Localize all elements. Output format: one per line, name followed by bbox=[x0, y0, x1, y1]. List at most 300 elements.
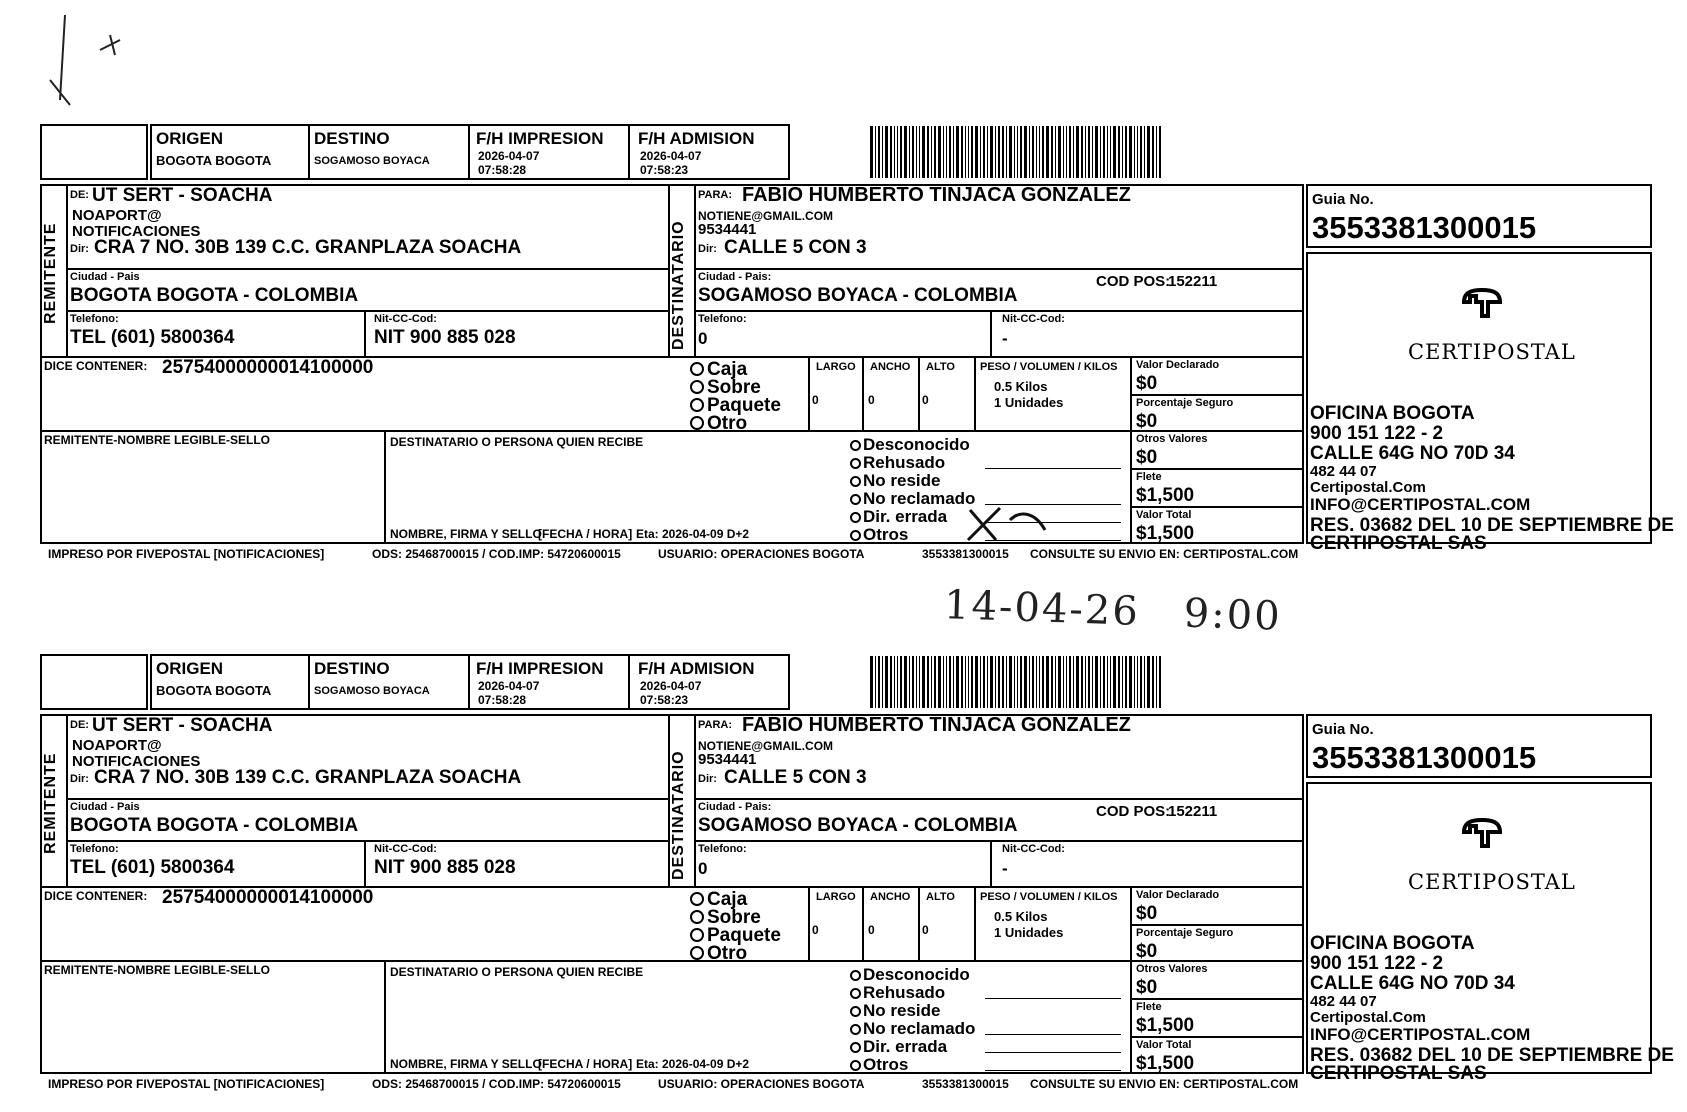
remitente-telefono-label: Telefono: bbox=[70, 313, 119, 325]
barcode-bar bbox=[983, 656, 985, 708]
barcode-bar bbox=[931, 126, 932, 178]
barcode-bar bbox=[987, 126, 988, 178]
motivo-dir-errada[interactable]: Dir. errada bbox=[850, 508, 947, 525]
eta-label: Eta: 2026-04-09 D+2 bbox=[636, 527, 750, 541]
barcode-bar bbox=[875, 126, 876, 178]
barcode-bar bbox=[912, 656, 914, 708]
destinatario-para-label: PARA: bbox=[698, 189, 733, 201]
motivo-desconocido[interactable]: Desconocido bbox=[850, 436, 970, 453]
barcode-bar bbox=[882, 656, 883, 708]
destinatario-dir-label: Dir: bbox=[698, 773, 717, 785]
oficina-nit: 900 151 122 - 2 bbox=[1310, 953, 1444, 974]
barcode-bar bbox=[949, 126, 951, 178]
barcode-bar bbox=[943, 656, 944, 708]
barcode-bar bbox=[1066, 656, 1067, 708]
otros-valores-label: Otros Valores bbox=[1136, 963, 1208, 975]
guia-box bbox=[1306, 714, 1652, 778]
barcode-bar bbox=[998, 656, 1000, 708]
barcode-bar bbox=[922, 126, 925, 178]
barcode-bar bbox=[1051, 656, 1053, 708]
barcode-bar bbox=[961, 126, 963, 178]
fh-admision-label: F/H ADMISION bbox=[638, 129, 755, 148]
fh-impresion-date: 2026-04-07 bbox=[478, 149, 540, 163]
flete-value: $1,500 bbox=[1136, 1015, 1195, 1036]
barcode-bar bbox=[1006, 656, 1007, 708]
destinatario-dir-value: CALLE 5 CON 3 bbox=[724, 237, 867, 258]
otros-valores-value: $0 bbox=[1136, 447, 1158, 468]
motivo-no-reside[interactable]: No reside bbox=[850, 1002, 940, 1019]
barcode-bar bbox=[1032, 126, 1034, 178]
motivo-dir-errada[interactable]: Dir. errada bbox=[850, 1038, 947, 1055]
valor-total-value: $1,500 bbox=[1136, 523, 1195, 544]
destino-cell bbox=[308, 654, 470, 710]
destinatario-telefono-label: Telefono: bbox=[698, 843, 747, 855]
barcode-bar bbox=[900, 126, 902, 178]
barcode-bar bbox=[1118, 126, 1120, 178]
handwritten-scribble-top bbox=[30, 10, 130, 110]
barcode-bar bbox=[931, 656, 932, 708]
origen-value: BOGOTA BOGOTA bbox=[156, 153, 272, 168]
porcentaje-seguro-label: Porcentaje Seguro bbox=[1136, 927, 1234, 939]
fh-admision-cell bbox=[628, 654, 790, 710]
remitente-nit-label: Nit-CC-Cod: bbox=[374, 843, 437, 855]
remitente-section-label: REMITENTE bbox=[42, 752, 59, 854]
option-caja[interactable]: Caja bbox=[690, 890, 747, 909]
barcode-bar bbox=[875, 656, 876, 708]
fh-admision-cell bbox=[628, 124, 790, 180]
origen-label: ORIGEN bbox=[156, 659, 224, 678]
barcode-bar bbox=[1147, 126, 1150, 178]
barcode-bar bbox=[1081, 656, 1083, 708]
destinatario-dir-label: Dir: bbox=[698, 243, 717, 255]
barcode-bar bbox=[900, 656, 902, 708]
oficina-res-line2: CERTIPOSTAL SAS bbox=[1310, 1063, 1487, 1084]
barcode-bar bbox=[1140, 126, 1142, 178]
barcode-bar bbox=[1113, 656, 1116, 708]
barcode-bar bbox=[1058, 656, 1061, 708]
barcode-bar bbox=[1069, 656, 1071, 708]
flete-label: Flete bbox=[1136, 471, 1162, 483]
remitente-ciudad-value: BOGOTA BOGOTA - COLOMBIA bbox=[70, 285, 359, 306]
option-paquete[interactable]: Paquete bbox=[690, 396, 781, 415]
barcode-bar bbox=[1006, 126, 1007, 178]
ancho-value: 0 bbox=[868, 923, 875, 937]
barcode bbox=[870, 126, 1450, 178]
destinatario-recibe-label: DESTINATARIO O PERSONA QUIEN RECIBE bbox=[390, 435, 644, 449]
barcode-bar bbox=[990, 126, 993, 178]
peso-unidades: 1 Unidades bbox=[994, 925, 1064, 940]
barcode-bar bbox=[1055, 126, 1056, 178]
barcode-bar bbox=[980, 656, 981, 708]
barcode-bar bbox=[1002, 656, 1004, 708]
option-otro[interactable]: Otro bbox=[690, 414, 747, 433]
footer-guia: 3553381300015 bbox=[922, 547, 1009, 561]
remitente-nit-label: Nit-CC-Cod: bbox=[374, 313, 437, 325]
barcode-bar bbox=[971, 656, 973, 708]
barcode-bar bbox=[916, 126, 917, 178]
barcode-bar bbox=[1110, 656, 1111, 708]
barcode-bar bbox=[922, 656, 925, 708]
barcode-bar bbox=[1017, 126, 1018, 178]
barcode-bar bbox=[1036, 656, 1037, 708]
oficina-res-line1: RES. 03682 DEL 10 DE SEPTIEMBRE DE bbox=[1310, 515, 1674, 536]
oficina-name: OFICINA BOGOTA bbox=[1310, 403, 1475, 424]
oficina-web: Certipostal.Com bbox=[1310, 1009, 1426, 1026]
porcentaje-seguro-label: Porcentaje Seguro bbox=[1136, 397, 1234, 409]
contenido-label: DICE CONTENER: bbox=[44, 359, 148, 373]
barcode-bar bbox=[904, 656, 907, 708]
barcode-bar bbox=[953, 656, 954, 708]
remitente-dir-value: CRA 7 NO. 30B 139 C.C. GRANPLAZA SOACHA bbox=[94, 767, 522, 788]
remitente-line2: NOAPORT@ bbox=[72, 737, 162, 754]
oficina-phone: 482 44 07 bbox=[1310, 463, 1377, 480]
valor-declarado-value: $0 bbox=[1136, 903, 1158, 924]
fh-impresion-time: 07:58:28 bbox=[478, 693, 527, 707]
remitente-ciudad-label: Ciudad - Pais bbox=[70, 271, 140, 283]
motivo-no-reclamado[interactable]: No reclamado bbox=[850, 490, 975, 507]
motivo-no-reside[interactable]: No reside bbox=[850, 472, 940, 489]
destinatario-para-value: FABIO HUMBERTO TINJACA GONZALEZ bbox=[742, 714, 1131, 736]
remitente-de-value: UT SERT - SOACHA bbox=[92, 715, 273, 736]
remitente-line3: NOTIFICACIONES bbox=[72, 223, 201, 240]
barcode-bar bbox=[909, 126, 910, 178]
flete-label: Flete bbox=[1136, 1001, 1162, 1013]
fh-admision-time: 07:58:23 bbox=[640, 163, 689, 177]
barcode-bar bbox=[946, 656, 947, 708]
barcode-bar bbox=[1063, 126, 1064, 178]
barcode-bar bbox=[1159, 126, 1161, 178]
barcode-bar bbox=[927, 656, 929, 708]
barcode-bar bbox=[961, 656, 963, 708]
alto-label: ALTO bbox=[926, 891, 955, 903]
barcode-bar bbox=[1085, 656, 1086, 708]
destinatario-recibe-label: DESTINATARIO O PERSONA QUIEN RECIBE bbox=[390, 965, 644, 979]
barcode-bar bbox=[1125, 126, 1127, 178]
shipping-label-copy bbox=[0, 654, 1687, 1112]
barcode-bar bbox=[1092, 126, 1093, 178]
destinatario-nit-label: Nit-CC-Cod: bbox=[1002, 843, 1065, 855]
barcode-bar bbox=[1152, 656, 1154, 708]
guia-number: 3553381300015 bbox=[1312, 210, 1537, 245]
valor-declarado-value: $0 bbox=[1136, 373, 1158, 394]
header-blank-cell bbox=[40, 124, 148, 180]
contenido-value: 25754000000014100000 bbox=[162, 887, 374, 908]
option-paquete[interactable]: Paquete bbox=[690, 926, 781, 945]
barcode-bar bbox=[919, 126, 920, 178]
certipostal-logo-text: CERTIPOSTAL bbox=[1408, 340, 1576, 364]
ancho-label: ANCHO bbox=[870, 891, 911, 903]
fecha-hora-label: [FECHA / HORA] bbox=[538, 527, 633, 541]
destinatario-phone-line: 9534441 bbox=[698, 221, 757, 238]
valor-declarado-label: Valor Declarado bbox=[1136, 359, 1220, 371]
guia-number: 3553381300015 bbox=[1312, 740, 1537, 775]
barcode-bar bbox=[1125, 656, 1127, 708]
destinatario-para-label: PARA: bbox=[698, 719, 733, 731]
oficina-res-line2: CERTIPOSTAL SAS bbox=[1310, 533, 1487, 554]
remitente-section-label: REMITENTE bbox=[42, 222, 59, 324]
destinatario-nit-label: Nit-CC-Cod: bbox=[1002, 313, 1065, 325]
fh-admision-label: F/H ADMISION bbox=[638, 659, 755, 678]
firma-label: NOMBRE, FIRMA Y SELLO bbox=[390, 527, 542, 541]
barcode-bar bbox=[965, 656, 966, 708]
largo-label: LARGO bbox=[816, 891, 856, 903]
option-otro[interactable]: Otro bbox=[690, 944, 747, 963]
barcode-bar bbox=[1144, 126, 1145, 178]
oficina-box bbox=[1306, 782, 1674, 1084]
barcode-bar bbox=[1156, 126, 1157, 178]
barcode-bar bbox=[1100, 656, 1101, 708]
peso-unidades: 1 Unidades bbox=[994, 395, 1064, 410]
guia-label: Guia No. bbox=[1312, 721, 1374, 738]
footer-usuario: USUARIO: OPERACIONES BOGOTA bbox=[658, 547, 865, 561]
barcode-bar bbox=[1046, 126, 1049, 178]
barcode-bar bbox=[995, 656, 996, 708]
barcode-bar bbox=[916, 656, 917, 708]
barcode-bar bbox=[956, 126, 959, 178]
peso-kilos: 0.5 Kilos bbox=[994, 379, 1048, 394]
barcode-bar bbox=[1140, 656, 1142, 708]
oficina-phone: 482 44 07 bbox=[1310, 993, 1377, 1010]
footer-impreso: IMPRESO POR FIVEPOSTAL [NOTIFICACIONES] bbox=[48, 1077, 325, 1091]
destinatario-telefono-label: Telefono: bbox=[698, 313, 747, 325]
barcode-bar bbox=[1017, 656, 1018, 708]
remitente-nit-value: NIT 900 885 028 bbox=[374, 857, 516, 878]
remitente-dir-label: Dir: bbox=[70, 243, 89, 255]
barcode-bar bbox=[912, 126, 914, 178]
remitente-de-label: DE: bbox=[70, 719, 89, 731]
barcode-bar bbox=[1134, 126, 1135, 178]
otros-valores-label: Otros Valores bbox=[1136, 433, 1208, 445]
oficina-email: INFO@CERTIPOSTAL.COM bbox=[1310, 495, 1531, 514]
barcode-bar bbox=[1020, 656, 1022, 708]
fecha-hora-label: [FECHA / HORA] bbox=[538, 1057, 633, 1071]
eta-label: Eta: 2026-04-09 D+2 bbox=[636, 1057, 750, 1071]
fh-admision-date: 2026-04-07 bbox=[640, 679, 702, 693]
motivo-desconocido[interactable]: Desconocido bbox=[850, 966, 970, 983]
barcode-bar bbox=[938, 656, 941, 708]
motivo-otros[interactable]: Otros bbox=[850, 526, 908, 543]
barcode-bar bbox=[1036, 126, 1037, 178]
barcode-bar bbox=[1076, 126, 1079, 178]
origen-value: BOGOTA BOGOTA bbox=[156, 683, 272, 698]
barcode-bar bbox=[870, 656, 873, 708]
barcode-bar bbox=[965, 126, 966, 178]
oficina-box bbox=[1306, 252, 1674, 554]
barcode-bar bbox=[971, 126, 973, 178]
oficina-address: CALLE 64G NO 70D 34 bbox=[1310, 973, 1515, 994]
barcode-bar bbox=[1118, 656, 1120, 708]
motivo-no-reclamado[interactable]: No reclamado bbox=[850, 1020, 975, 1037]
contenido-label: DICE CONTENER: bbox=[44, 889, 148, 903]
destinatario-nit-value: - bbox=[1002, 329, 1008, 348]
destinatario-codpos-value: 152211 bbox=[1168, 803, 1218, 820]
barcode-bar bbox=[1069, 126, 1071, 178]
barcode-bar bbox=[927, 126, 929, 178]
barcode-bar bbox=[946, 126, 947, 178]
footer-usuario: USUARIO: OPERACIONES BOGOTA bbox=[658, 1077, 865, 1091]
footer-ods: ODS: 25468700015 / COD.IMP: 54720600015 bbox=[372, 1077, 621, 1091]
barcode-bar bbox=[897, 126, 898, 178]
barcode-bar bbox=[980, 126, 981, 178]
barcode-bar bbox=[1088, 126, 1090, 178]
handwritten-date-note: 14-04-26 9:00 bbox=[943, 582, 1283, 640]
barcode-bar bbox=[919, 656, 920, 708]
oficina-address: CALLE 64G NO 70D 34 bbox=[1310, 443, 1515, 464]
destinatario-ciudad-label: Ciudad - Pais: bbox=[698, 271, 772, 283]
barcode-bar bbox=[987, 656, 988, 708]
footer-ods: ODS: 25468700015 / COD.IMP: 54720600015 bbox=[372, 547, 621, 561]
footer-consulte: CONSULTE SU ENVIO EN: CERTIPOSTAL.COM bbox=[1030, 1077, 1299, 1091]
barcode-bar bbox=[1088, 656, 1090, 708]
barcode-bar bbox=[975, 126, 978, 178]
barcode-bar bbox=[1159, 656, 1161, 708]
barcode-bar bbox=[1137, 126, 1138, 178]
option-sobre[interactable]: Sobre bbox=[690, 908, 761, 927]
barcode-bar bbox=[1051, 126, 1053, 178]
barcode-bar bbox=[1039, 126, 1040, 178]
porcentaje-seguro-value: $0 bbox=[1136, 411, 1158, 432]
largo-value: 0 bbox=[812, 923, 819, 937]
alto-label: ALTO bbox=[926, 361, 955, 373]
destinatario-telefono-value: 0 bbox=[698, 859, 708, 878]
remitente-telefono-value: TEL (601) 5800364 bbox=[70, 327, 235, 348]
barcode-bar bbox=[998, 126, 1000, 178]
barcode-bar bbox=[1095, 656, 1098, 708]
barcode-bar bbox=[885, 126, 888, 178]
largo-value: 0 bbox=[812, 393, 819, 407]
destino-value: SOGAMOSO BOYACA bbox=[314, 685, 430, 697]
footer-impreso: IMPRESO POR FIVEPOSTAL [NOTIFICACIONES] bbox=[48, 547, 325, 561]
origen-label: ORIGEN bbox=[156, 129, 224, 148]
destinatario-telefono-value: 0 bbox=[698, 329, 708, 348]
remitente-telefono-label: Telefono: bbox=[70, 843, 119, 855]
barcode-bar bbox=[1058, 126, 1061, 178]
guia-label: Guia No. bbox=[1312, 191, 1374, 208]
destinatario-ciudad-label: Ciudad - Pais: bbox=[698, 801, 772, 813]
barcode-bar bbox=[1002, 126, 1004, 178]
valor-total-label: Valor Total bbox=[1136, 509, 1192, 521]
barcode-bar bbox=[1092, 656, 1093, 708]
barcode-bar bbox=[1042, 126, 1044, 178]
barcode-bar bbox=[882, 126, 883, 178]
barcode-bar bbox=[904, 126, 907, 178]
barcode-bar bbox=[1129, 656, 1132, 708]
oficina-name: OFICINA BOGOTA bbox=[1310, 933, 1475, 954]
barcode-bar bbox=[1144, 656, 1145, 708]
destinatario-phone-line: 9534441 bbox=[698, 751, 757, 768]
barcode-bar bbox=[1055, 656, 1056, 708]
barcode-bar bbox=[1137, 656, 1138, 708]
peso-kilos: 0.5 Kilos bbox=[994, 909, 1048, 924]
destinatario-email: NOTIENE@GMAIL.COM bbox=[698, 739, 834, 753]
barcode-bar bbox=[1073, 656, 1074, 708]
barcode-bar bbox=[890, 126, 892, 178]
barcode-bar bbox=[956, 656, 959, 708]
motivo-rehusado[interactable]: Rehusado bbox=[850, 984, 945, 1001]
barcode-bar bbox=[1085, 126, 1086, 178]
option-sobre[interactable]: Sobre bbox=[690, 378, 761, 397]
remitente-de-value: UT SERT - SOACHA bbox=[92, 185, 273, 206]
ancho-label: ANCHO bbox=[870, 361, 911, 373]
barcode-bar bbox=[1063, 656, 1064, 708]
certipostal-logo-text: CERTIPOSTAL bbox=[1408, 870, 1576, 894]
oficina-web: Certipostal.Com bbox=[1310, 479, 1426, 496]
porcentaje-seguro-value: $0 bbox=[1136, 941, 1158, 962]
fh-impresion-label: F/H IMPRESION bbox=[476, 129, 604, 148]
remitente-line2: NOAPORT@ bbox=[72, 207, 162, 224]
motivo-rehusado[interactable]: Rehusado bbox=[850, 454, 945, 471]
barcode-bar bbox=[934, 126, 936, 178]
remitente-ciudad-value: BOGOTA BOGOTA - COLOMBIA bbox=[70, 815, 359, 836]
footer-guia: 3553381300015 bbox=[922, 1077, 1009, 1091]
barcode-bar bbox=[870, 126, 873, 178]
barcode-bar bbox=[897, 656, 898, 708]
destinatario-ciudad-value: SOGAMOSO BOYACA - COLOMBIA bbox=[698, 815, 1018, 836]
barcode-bar bbox=[1095, 126, 1098, 178]
motivo-otros[interactable]: Otros bbox=[850, 1056, 908, 1073]
barcode-bar bbox=[885, 656, 888, 708]
barcode-bar bbox=[1152, 126, 1154, 178]
barcode-bar bbox=[894, 126, 895, 178]
destinatario-email: NOTIENE@GMAIL.COM bbox=[698, 209, 834, 223]
barcode-bar bbox=[1024, 656, 1027, 708]
barcode-bar bbox=[1134, 656, 1135, 708]
origen-cell bbox=[150, 124, 310, 180]
largo-label: LARGO bbox=[816, 361, 856, 373]
option-caja[interactable]: Caja bbox=[690, 360, 747, 379]
otros-valores-value: $0 bbox=[1136, 977, 1158, 998]
handwritten-mark-x bbox=[960, 500, 1050, 550]
barcode bbox=[870, 656, 1450, 708]
barcode-bar bbox=[943, 126, 944, 178]
barcode-bar bbox=[938, 126, 941, 178]
barcode-bar bbox=[1066, 126, 1067, 178]
valor-total-label: Valor Total bbox=[1136, 1039, 1192, 1051]
barcode-bar bbox=[1029, 126, 1030, 178]
barcode-bar bbox=[1110, 126, 1111, 178]
barcode-bar bbox=[1103, 656, 1105, 708]
barcode-bar bbox=[1081, 126, 1083, 178]
barcode-bar bbox=[890, 656, 892, 708]
fh-impresion-cell bbox=[468, 124, 630, 180]
shipping-label-original bbox=[0, 124, 1687, 584]
barcode-bar bbox=[934, 656, 936, 708]
origen-cell bbox=[150, 654, 310, 710]
destinatario-codpos-value: 152211 bbox=[1168, 273, 1218, 290]
peso-label: PESO / VOLUMEN / KILOS bbox=[980, 361, 1118, 373]
barcode-bar bbox=[1076, 656, 1079, 708]
destinatario-nit-value: - bbox=[1002, 859, 1008, 878]
destinatario-section-label: DESTINATARIO bbox=[670, 220, 687, 350]
barcode-bar bbox=[1113, 126, 1116, 178]
peso-label: PESO / VOLUMEN / KILOS bbox=[980, 891, 1118, 903]
flete-value: $1,500 bbox=[1136, 485, 1195, 506]
barcode-bar bbox=[1100, 126, 1101, 178]
valor-total-value: $1,500 bbox=[1136, 1053, 1195, 1074]
barcode-bar bbox=[990, 656, 993, 708]
contenido-value: 25754000000014100000 bbox=[162, 357, 374, 378]
barcode-bar bbox=[1156, 656, 1157, 708]
remitente-nit-value: NIT 900 885 028 bbox=[374, 327, 516, 348]
destino-label: DESTINO bbox=[314, 659, 390, 678]
barcode-bar bbox=[909, 656, 910, 708]
barcode-bar bbox=[1122, 656, 1123, 708]
barcode-bar bbox=[878, 126, 880, 178]
barcode-bar bbox=[953, 126, 954, 178]
barcode-bar bbox=[1129, 126, 1132, 178]
header-blank-cell bbox=[40, 654, 148, 710]
destino-value: SOGAMOSO BOYACA bbox=[314, 155, 430, 167]
